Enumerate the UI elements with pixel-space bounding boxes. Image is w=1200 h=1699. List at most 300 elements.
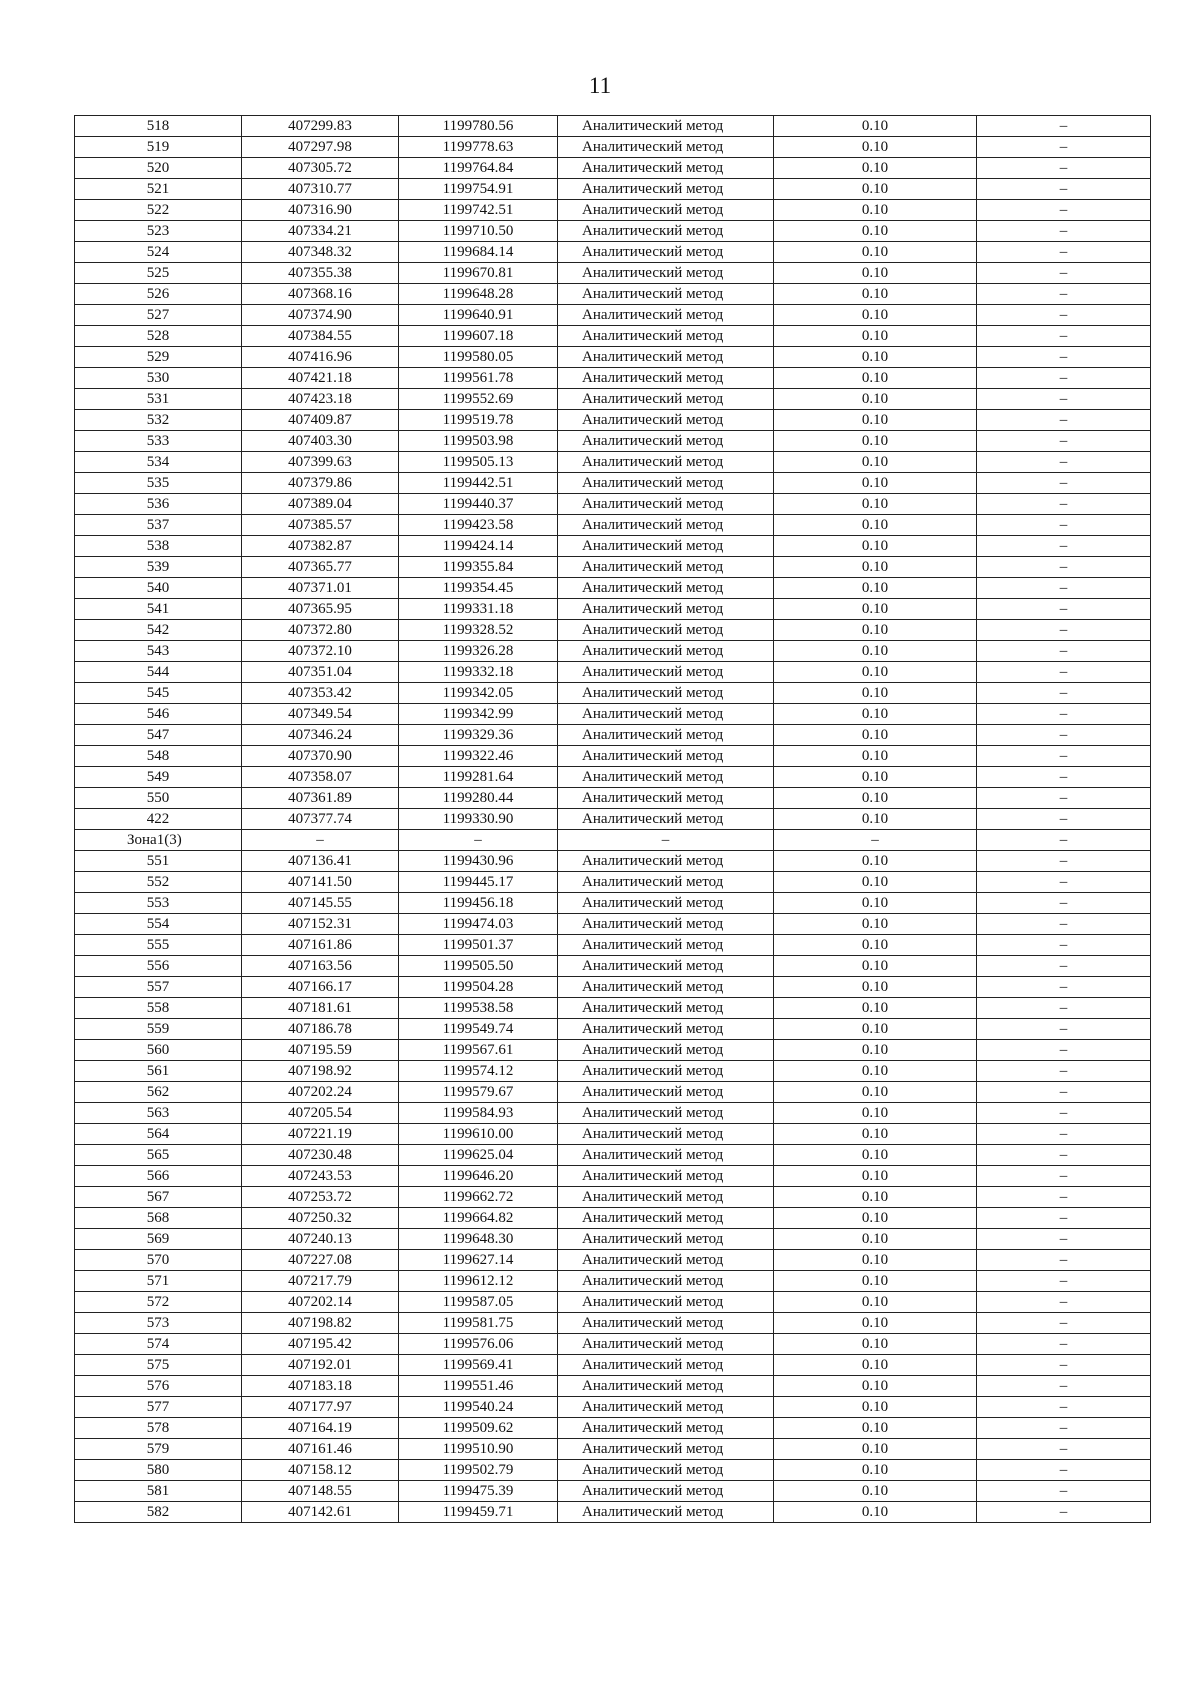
table-row [75, 683, 1151, 704]
x-coordinate-cell: 407161.46 [242, 1439, 399, 1460]
x-coordinate-cell: 407349.54 [242, 704, 399, 725]
y-coordinate-cell: 1199552.69 [399, 389, 558, 410]
method-cell: Аналитический метод [558, 956, 774, 977]
method-cell: Аналитический метод [558, 137, 774, 158]
y-coordinate-cell: 1199456.18 [399, 893, 558, 914]
y-coordinate-cell: 1199627.14 [399, 1250, 558, 1271]
x-coordinate-cell: 407243.53 [242, 1166, 399, 1187]
method-cell: Аналитический метод [558, 641, 774, 662]
x-coordinate-cell: – [242, 830, 399, 851]
point-number-cell: 566 [75, 1166, 242, 1187]
accuracy-cell: 0.10 [774, 1334, 977, 1355]
table-row [75, 1229, 1151, 1250]
note-cell: – [977, 683, 1151, 704]
accuracy-cell: 0.10 [774, 599, 977, 620]
x-coordinate-cell: 407377.74 [242, 809, 399, 830]
table-row [75, 662, 1151, 683]
point-number-cell: 556 [75, 956, 242, 977]
x-coordinate-cell: 407186.78 [242, 1019, 399, 1040]
accuracy-cell: 0.10 [774, 641, 977, 662]
x-coordinate-cell: 407183.18 [242, 1376, 399, 1397]
y-coordinate-cell: 1199778.63 [399, 137, 558, 158]
method-cell: Аналитический метод [558, 851, 774, 872]
y-coordinate-cell: 1199574.12 [399, 1061, 558, 1082]
point-number-cell: 531 [75, 389, 242, 410]
y-coordinate-cell: 1199579.67 [399, 1082, 558, 1103]
method-cell: Аналитический метод [558, 431, 774, 452]
method-cell: Аналитический метод [558, 1208, 774, 1229]
note-cell: – [977, 1166, 1151, 1187]
x-coordinate-cell: 407164.19 [242, 1418, 399, 1439]
accuracy-cell: 0.10 [774, 620, 977, 641]
note-cell: – [977, 347, 1151, 368]
table-row [75, 977, 1151, 998]
method-cell: Аналитический метод [558, 788, 774, 809]
accuracy-cell: 0.10 [774, 557, 977, 578]
accuracy-cell: 0.10 [774, 158, 977, 179]
method-cell: Аналитический метод [558, 1502, 774, 1523]
method-cell: Аналитический метод [558, 158, 774, 179]
accuracy-cell: 0.10 [774, 914, 977, 935]
table-row [75, 956, 1151, 977]
y-coordinate-cell: 1199569.41 [399, 1355, 558, 1376]
accuracy-cell: 0.10 [774, 263, 977, 284]
accuracy-cell: 0.10 [774, 1187, 977, 1208]
note-cell: – [977, 242, 1151, 263]
accuracy-cell: 0.10 [774, 893, 977, 914]
point-number-cell: 521 [75, 179, 242, 200]
table-row [75, 599, 1151, 620]
point-number-cell: 564 [75, 1124, 242, 1145]
method-cell: Аналитический метод [558, 977, 774, 998]
table-row [75, 1187, 1151, 1208]
accuracy-cell: 0.10 [774, 725, 977, 746]
x-coordinate-cell: 407181.61 [242, 998, 399, 1019]
point-number-cell: 549 [75, 767, 242, 788]
note-cell: – [977, 599, 1151, 620]
point-number-cell: 562 [75, 1082, 242, 1103]
note-cell: – [977, 1460, 1151, 1481]
x-coordinate-cell: 407365.77 [242, 557, 399, 578]
point-number-cell: 522 [75, 200, 242, 221]
table-row [75, 1208, 1151, 1229]
y-coordinate-cell: 1199280.44 [399, 788, 558, 809]
y-coordinate-cell: 1199342.05 [399, 683, 558, 704]
note-cell: – [977, 1418, 1151, 1439]
point-number-cell: 546 [75, 704, 242, 725]
point-number-cell: 557 [75, 977, 242, 998]
x-coordinate-cell: 407192.01 [242, 1355, 399, 1376]
x-coordinate-cell: 407384.55 [242, 326, 399, 347]
y-coordinate-cell: 1199430.96 [399, 851, 558, 872]
point-number-cell: 561 [75, 1061, 242, 1082]
accuracy-cell: 0.10 [774, 1313, 977, 1334]
point-number-cell: 530 [75, 368, 242, 389]
note-cell: – [977, 1124, 1151, 1145]
point-number-cell: 558 [75, 998, 242, 1019]
method-cell: Аналитический метод [558, 557, 774, 578]
note-cell: – [977, 284, 1151, 305]
x-coordinate-cell: 407305.72 [242, 158, 399, 179]
note-cell: – [977, 1187, 1151, 1208]
table-row [75, 1250, 1151, 1271]
table-row [75, 263, 1151, 284]
method-cell: Аналитический метод [558, 305, 774, 326]
accuracy-cell: 0.10 [774, 179, 977, 200]
note-cell: – [977, 767, 1151, 788]
method-cell: Аналитический метод [558, 1082, 774, 1103]
x-coordinate-cell: 407372.10 [242, 641, 399, 662]
point-number-cell: 542 [75, 620, 242, 641]
point-number-cell: 553 [75, 893, 242, 914]
note-cell: – [977, 179, 1151, 200]
y-coordinate-cell: 1199328.52 [399, 620, 558, 641]
accuracy-cell: 0.10 [774, 452, 977, 473]
table-row [75, 242, 1151, 263]
point-number-cell: 536 [75, 494, 242, 515]
x-coordinate-cell: 407348.32 [242, 242, 399, 263]
x-coordinate-cell: 407372.80 [242, 620, 399, 641]
accuracy-cell: 0.10 [774, 1397, 977, 1418]
accuracy-cell: 0.10 [774, 935, 977, 956]
point-number-cell: 544 [75, 662, 242, 683]
note-cell: – [977, 893, 1151, 914]
y-coordinate-cell: 1199551.46 [399, 1376, 558, 1397]
y-coordinate-cell: 1199567.61 [399, 1040, 558, 1061]
note-cell: – [977, 1481, 1151, 1502]
accuracy-cell: 0.10 [774, 1124, 977, 1145]
method-cell: Аналитический метод [558, 494, 774, 515]
method-cell: Аналитический метод [558, 242, 774, 263]
point-number-cell: 535 [75, 473, 242, 494]
table-row [75, 1271, 1151, 1292]
point-number-cell: 528 [75, 326, 242, 347]
point-number-cell: 574 [75, 1334, 242, 1355]
x-coordinate-cell: 407217.79 [242, 1271, 399, 1292]
note-cell: – [977, 116, 1151, 137]
table-row [75, 704, 1151, 725]
method-cell: Аналитический метод [558, 683, 774, 704]
point-number-cell: 576 [75, 1376, 242, 1397]
y-coordinate-cell: 1199281.64 [399, 767, 558, 788]
point-number-cell: 582 [75, 1502, 242, 1523]
note-cell: – [977, 431, 1151, 452]
note-cell: – [977, 137, 1151, 158]
y-coordinate-cell: 1199742.51 [399, 200, 558, 221]
y-coordinate-cell: 1199581.75 [399, 1313, 558, 1334]
note-cell: – [977, 872, 1151, 893]
table-row [75, 179, 1151, 200]
y-coordinate-cell: 1199504.28 [399, 977, 558, 998]
y-coordinate-cell: 1199475.39 [399, 1481, 558, 1502]
note-cell: – [977, 368, 1151, 389]
accuracy-cell: 0.10 [774, 956, 977, 977]
table-row [75, 1418, 1151, 1439]
coordinates-table-body [75, 116, 1151, 1523]
table-row [75, 158, 1151, 179]
note-cell: – [977, 515, 1151, 536]
table-row [75, 1019, 1151, 1040]
point-number-cell: 559 [75, 1019, 242, 1040]
table-row [75, 473, 1151, 494]
y-coordinate-cell: 1199576.06 [399, 1334, 558, 1355]
note-cell: – [977, 1145, 1151, 1166]
method-cell: Аналитический метод [558, 620, 774, 641]
note-cell: – [977, 1208, 1151, 1229]
y-coordinate-cell: 1199610.00 [399, 1124, 558, 1145]
accuracy-cell: 0.10 [774, 851, 977, 872]
table-row [75, 326, 1151, 347]
table-row [75, 1376, 1151, 1397]
y-coordinate-cell: 1199329.36 [399, 725, 558, 746]
accuracy-cell: 0.10 [774, 410, 977, 431]
x-coordinate-cell: 407421.18 [242, 368, 399, 389]
table-row [75, 200, 1151, 221]
table-row [75, 578, 1151, 599]
accuracy-cell: 0.10 [774, 746, 977, 767]
accuracy-cell: 0.10 [774, 200, 977, 221]
method-cell: Аналитический метод [558, 1019, 774, 1040]
note-cell: – [977, 1334, 1151, 1355]
table-row [75, 620, 1151, 641]
y-coordinate-cell: 1199423.58 [399, 515, 558, 536]
x-coordinate-cell: 407399.63 [242, 452, 399, 473]
accuracy-cell: 0.10 [774, 221, 977, 242]
y-coordinate-cell: 1199640.91 [399, 305, 558, 326]
method-cell: Аналитический метод [558, 1103, 774, 1124]
y-coordinate-cell: 1199474.03 [399, 914, 558, 935]
method-cell: Аналитический метод [558, 347, 774, 368]
x-coordinate-cell: 407177.97 [242, 1397, 399, 1418]
point-number-cell: 519 [75, 137, 242, 158]
y-coordinate-cell: 1199342.99 [399, 704, 558, 725]
x-coordinate-cell: 407355.38 [242, 263, 399, 284]
accuracy-cell: 0.10 [774, 1502, 977, 1523]
note-cell: – [977, 1439, 1151, 1460]
point-number-cell: 581 [75, 1481, 242, 1502]
table-row [75, 893, 1151, 914]
method-cell: Аналитический метод [558, 1355, 774, 1376]
note-cell: – [977, 452, 1151, 473]
y-coordinate-cell: 1199442.51 [399, 473, 558, 494]
note-cell: – [977, 473, 1151, 494]
point-number-cell: 547 [75, 725, 242, 746]
point-number-cell: 578 [75, 1418, 242, 1439]
y-coordinate-cell: 1199684.14 [399, 242, 558, 263]
x-coordinate-cell: 407161.86 [242, 935, 399, 956]
accuracy-cell: 0.10 [774, 767, 977, 788]
x-coordinate-cell: 407346.24 [242, 725, 399, 746]
table-row [75, 746, 1151, 767]
x-coordinate-cell: 407334.21 [242, 221, 399, 242]
table-row [75, 788, 1151, 809]
accuracy-cell: 0.10 [774, 683, 977, 704]
x-coordinate-cell: 407205.54 [242, 1103, 399, 1124]
note-cell: – [977, 305, 1151, 326]
method-cell: Аналитический метод [558, 368, 774, 389]
note-cell: – [977, 1061, 1151, 1082]
table-row [75, 284, 1151, 305]
note-cell: – [977, 620, 1151, 641]
x-coordinate-cell: 407195.59 [242, 1040, 399, 1061]
x-coordinate-cell: 407368.16 [242, 284, 399, 305]
table-row [75, 431, 1151, 452]
point-number-cell: 548 [75, 746, 242, 767]
y-coordinate-cell: 1199331.18 [399, 599, 558, 620]
table-row [75, 1481, 1151, 1502]
y-coordinate-cell: 1199502.79 [399, 1460, 558, 1481]
method-cell: Аналитический метод [558, 872, 774, 893]
accuracy-cell: 0.10 [774, 977, 977, 998]
method-cell: Аналитический метод [558, 179, 774, 200]
table-row [75, 1397, 1151, 1418]
table-row [75, 221, 1151, 242]
table-row [75, 1292, 1151, 1313]
note-cell: – [977, 389, 1151, 410]
y-coordinate-cell: 1199625.04 [399, 1145, 558, 1166]
note-cell: – [977, 725, 1151, 746]
point-number-cell: 570 [75, 1250, 242, 1271]
x-coordinate-cell: 407198.92 [242, 1061, 399, 1082]
accuracy-cell: 0.10 [774, 1061, 977, 1082]
method-cell: Аналитический метод [558, 746, 774, 767]
method-cell: Аналитический метод [558, 410, 774, 431]
x-coordinate-cell: 407145.55 [242, 893, 399, 914]
note-cell: – [977, 263, 1151, 284]
accuracy-cell: 0.10 [774, 1145, 977, 1166]
table-row [75, 1166, 1151, 1187]
point-number-cell: 529 [75, 347, 242, 368]
y-coordinate-cell: 1199538.58 [399, 998, 558, 1019]
note-cell: – [977, 221, 1151, 242]
y-coordinate-cell: 1199780.56 [399, 116, 558, 137]
x-coordinate-cell: 407202.14 [242, 1292, 399, 1313]
y-coordinate-cell: 1199587.05 [399, 1292, 558, 1313]
accuracy-cell: 0.10 [774, 473, 977, 494]
x-coordinate-cell: 407152.31 [242, 914, 399, 935]
y-coordinate-cell: 1199510.90 [399, 1439, 558, 1460]
point-number-cell: 567 [75, 1187, 242, 1208]
method-cell: Аналитический метод [558, 452, 774, 473]
accuracy-cell: 0.10 [774, 1376, 977, 1397]
point-number-cell: 532 [75, 410, 242, 431]
x-coordinate-cell: 407316.90 [242, 200, 399, 221]
point-number-cell: 525 [75, 263, 242, 284]
y-coordinate-cell: 1199519.78 [399, 410, 558, 431]
accuracy-cell: 0.10 [774, 1418, 977, 1439]
coordinates-table [74, 115, 1151, 1523]
y-coordinate-cell: 1199549.74 [399, 1019, 558, 1040]
x-coordinate-cell: 407221.19 [242, 1124, 399, 1145]
accuracy-cell: 0.10 [774, 1229, 977, 1250]
point-number-cell: 573 [75, 1313, 242, 1334]
x-coordinate-cell: 407250.32 [242, 1208, 399, 1229]
note-cell: – [977, 1502, 1151, 1523]
table-row [75, 1082, 1151, 1103]
point-number-cell: 545 [75, 683, 242, 704]
note-cell: – [977, 788, 1151, 809]
y-coordinate-cell: 1199459.71 [399, 1502, 558, 1523]
accuracy-cell: 0.10 [774, 326, 977, 347]
y-coordinate-cell: 1199612.12 [399, 1271, 558, 1292]
note-cell: – [977, 956, 1151, 977]
accuracy-cell: 0.10 [774, 1082, 977, 1103]
accuracy-cell: 0.10 [774, 788, 977, 809]
method-cell: Аналитический метод [558, 1439, 774, 1460]
table-row [75, 851, 1151, 872]
point-number-cell: 575 [75, 1355, 242, 1376]
point-number-cell: 555 [75, 935, 242, 956]
x-coordinate-cell: 407416.96 [242, 347, 399, 368]
accuracy-cell: 0.10 [774, 809, 977, 830]
y-coordinate-cell: 1199754.91 [399, 179, 558, 200]
y-coordinate-cell: 1199561.78 [399, 368, 558, 389]
x-coordinate-cell: 407195.42 [242, 1334, 399, 1355]
method-cell: Аналитический метод [558, 998, 774, 1019]
zone-header-row [75, 830, 1151, 851]
point-number-cell: Зона1(3) [75, 830, 242, 851]
method-cell: Аналитический метод [558, 893, 774, 914]
table-row [75, 1502, 1151, 1523]
point-number-cell: 563 [75, 1103, 242, 1124]
x-coordinate-cell: 407198.82 [242, 1313, 399, 1334]
x-coordinate-cell: 407166.17 [242, 977, 399, 998]
x-coordinate-cell: 407409.87 [242, 410, 399, 431]
accuracy-cell: 0.10 [774, 1040, 977, 1061]
note-cell: – [977, 326, 1151, 347]
accuracy-cell: 0.10 [774, 1439, 977, 1460]
x-coordinate-cell: 407365.95 [242, 599, 399, 620]
x-coordinate-cell: 407389.04 [242, 494, 399, 515]
point-number-cell: 539 [75, 557, 242, 578]
point-number-cell: 523 [75, 221, 242, 242]
point-number-cell: 569 [75, 1229, 242, 1250]
table-row [75, 1355, 1151, 1376]
x-coordinate-cell: 407148.55 [242, 1481, 399, 1502]
note-cell: – [977, 1040, 1151, 1061]
x-coordinate-cell: 407253.72 [242, 1187, 399, 1208]
accuracy-cell: 0.10 [774, 305, 977, 326]
note-cell: – [977, 1313, 1151, 1334]
table-row [75, 1334, 1151, 1355]
method-cell: Аналитический метод [558, 767, 774, 788]
method-cell: Аналитический метод [558, 935, 774, 956]
y-coordinate-cell: 1199509.62 [399, 1418, 558, 1439]
table-row [75, 998, 1151, 1019]
note-cell: – [977, 914, 1151, 935]
accuracy-cell: 0.10 [774, 1460, 977, 1481]
method-cell: Аналитический метод [558, 200, 774, 221]
accuracy-cell: 0.10 [774, 1208, 977, 1229]
point-number-cell: 565 [75, 1145, 242, 1166]
note-cell: – [977, 1229, 1151, 1250]
table-row [75, 494, 1151, 515]
table-row [75, 410, 1151, 431]
y-coordinate-cell: 1199355.84 [399, 557, 558, 578]
method-cell: Аналитический метод [558, 515, 774, 536]
accuracy-cell: 0.10 [774, 1103, 977, 1124]
x-coordinate-cell: 407423.18 [242, 389, 399, 410]
note-cell: – [977, 704, 1151, 725]
method-cell: Аналитический метод [558, 1271, 774, 1292]
x-coordinate-cell: 407370.90 [242, 746, 399, 767]
point-number-cell: 520 [75, 158, 242, 179]
accuracy-cell: – [774, 830, 977, 851]
point-number-cell: 543 [75, 641, 242, 662]
note-cell: – [977, 536, 1151, 557]
y-coordinate-cell: 1199648.30 [399, 1229, 558, 1250]
point-number-cell: 554 [75, 914, 242, 935]
